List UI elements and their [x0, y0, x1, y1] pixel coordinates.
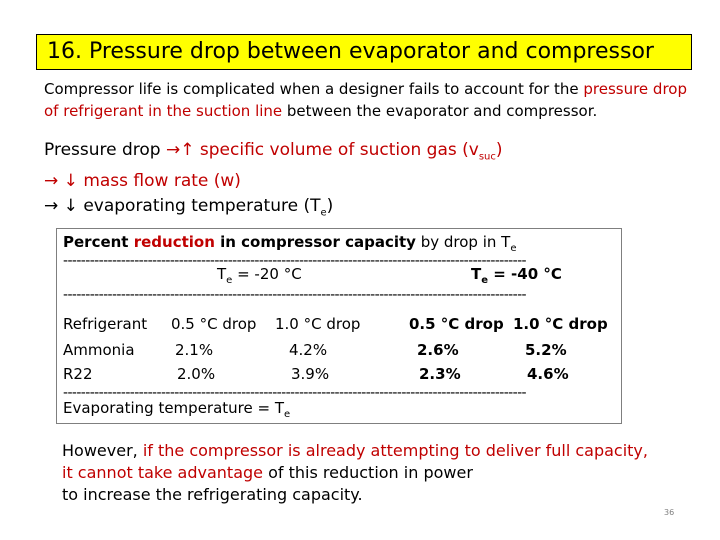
- row-ammonia-a: 2.1%: [175, 341, 214, 359]
- effect-1-text: specific volume of suction gas (v: [199, 140, 479, 160]
- effects-list: [44, 138, 503, 226]
- closing-highlight-2: it cannot take advantage: [62, 463, 263, 482]
- te-header-40: $T_e = -40$ °C: [471, 265, 562, 286]
- divider-bottom: --------------------------------------------------------------------------------------------------------: [63, 385, 526, 401]
- intro-text-2: between the evaporator and compressor.: [282, 102, 598, 120]
- col-te40-1-0: 1.0 °C drop: [513, 315, 608, 333]
- row-r22-b: 3.9%: [291, 365, 330, 383]
- table-heading: Percent reduction in compressor capacity by drop in $T_e$: [63, 233, 517, 254]
- row-r22-name: R22: [63, 365, 93, 383]
- slide-title: 16. Pressure drop between evaporator and compressor: [47, 39, 654, 64]
- effect-2-text: mass flow rate (w): [83, 171, 241, 192]
- effect-1-prefix: Pressure drop: [44, 140, 166, 160]
- table-footnote: Evaporating temperature = $T_e$: [63, 399, 291, 420]
- effect-1-sub: suc: [478, 151, 496, 163]
- effect-line-3: [44, 194, 503, 225]
- closing-highlight-1: if the compressor is already attempting to deliver full capacity,: [142, 441, 648, 460]
- effect-3-sub: e: [320, 207, 327, 219]
- effect-3-close: ): [326, 196, 334, 217]
- closing-paragraph: [62, 440, 648, 506]
- closing-line-3: to increase the refrigerating capacity.: [62, 485, 363, 504]
- down-arrow-icon: ↓: [63, 171, 78, 192]
- row-ammonia-b: 4.2%: [289, 341, 328, 359]
- right-arrow-icon: →: [166, 140, 181, 160]
- row-r22-a: 2.0%: [177, 365, 216, 383]
- closing-line-1: However, if the compressor is already attempting to deliver full capacity,: [62, 441, 648, 460]
- closing-line-2: it cannot take advantage of this reduction in power: [62, 463, 473, 482]
- te-header-20: $T_e = -20$ °C: [217, 265, 302, 286]
- row-r22-c: 2.3%: [419, 365, 461, 383]
- col-te40-0-5: 0.5 °C drop: [409, 315, 504, 333]
- divider-middle: --------------------------------------------------------------------------------------------------------: [63, 287, 526, 303]
- row-ammonia-name: Ammonia: [63, 341, 135, 359]
- intro-highlight: pressure drop of refrigerant in the suction line: [44, 80, 687, 120]
- effect-3-text: evaporating temperature (T: [83, 196, 321, 217]
- effect-line-2: [44, 169, 503, 194]
- effect-1-close: ): [495, 140, 503, 160]
- up-arrow-icon: ↑: [180, 140, 195, 160]
- row-r22-d: 4.6%: [527, 365, 569, 383]
- row-ammonia-c: 2.6%: [417, 341, 459, 359]
- col-refrigerant: Refrigerant: [63, 315, 148, 333]
- intro-paragraph: [44, 78, 704, 122]
- col-te20-0-5: 0.5 °C drop: [171, 315, 257, 333]
- row-ammonia-d: 5.2%: [525, 341, 567, 359]
- intro-text-1: Compressor life is complicated when a designer fails to account for the: [44, 80, 584, 98]
- divider-top: --------------------------------------------------------------------------------------------------------: [63, 253, 526, 269]
- right-arrow-icon: →: [44, 196, 59, 217]
- down-arrow-icon: ↓: [63, 196, 78, 217]
- effect-line-1: [44, 138, 503, 169]
- capacity-reduction-table: [56, 228, 622, 424]
- heading-highlight: reduction: [133, 233, 215, 251]
- col-te20-1-0: 1.0 °C drop: [275, 315, 361, 333]
- right-arrow-icon: →: [44, 171, 59, 192]
- page-number: 36: [664, 508, 675, 517]
- slide-title-bar: [36, 34, 692, 70]
